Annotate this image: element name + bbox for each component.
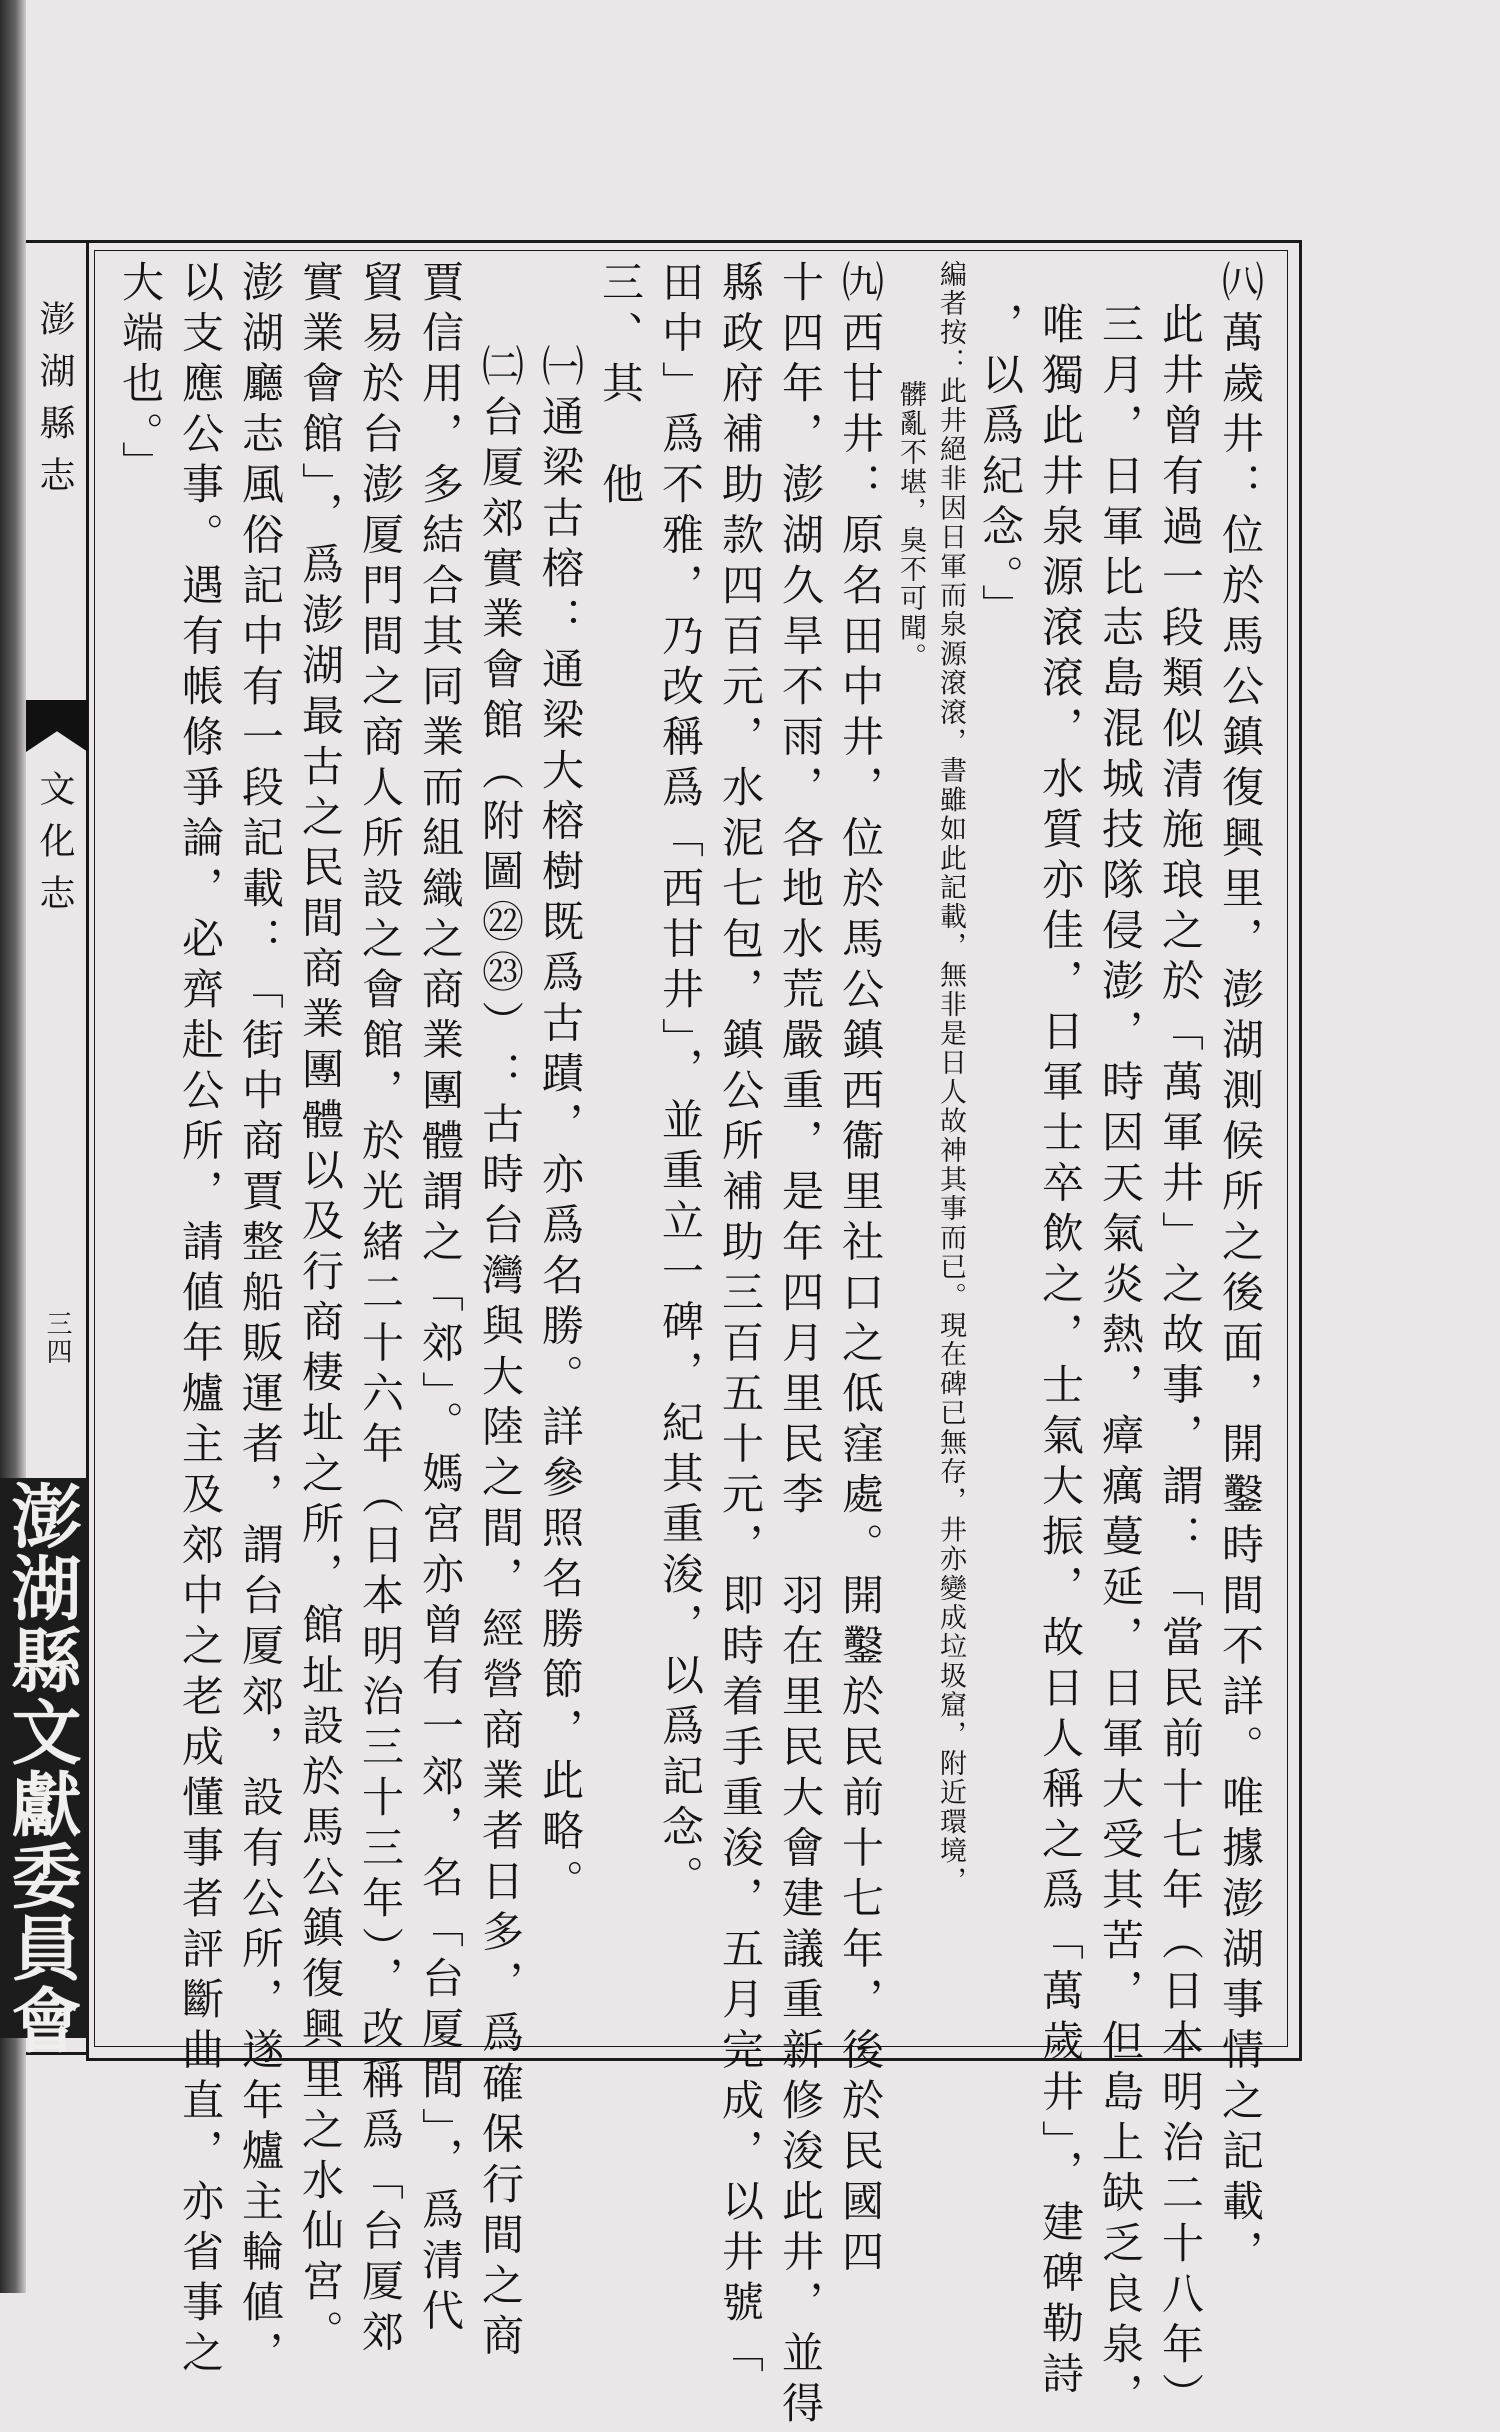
editor-note-line: 髒亂不堪，臭不可聞。: [895, 380, 926, 672]
text-line: 澎湖廳志風俗記中有一段記載：「街中商賈整船販運者，謂台厦郊，設有公所，遂年爐主輪値，: [236, 260, 285, 2381]
text-line: 此井曾有過一段類似清施琅之於「萬軍井」之故事，謂：「當民前十七年（日本明治二十八年）: [1156, 302, 1205, 2423]
text-line: 唯獨此井泉源滾滾，水質亦佳，日軍士卒飲之，士氣大振，故日人稱之爲「萬歲井」，建碑勒詩: [1036, 302, 1085, 2402]
text-line: ㈠通梁古榕：通梁大榕樹既爲古蹟，亦爲名勝。詳參照名勝節，此略。: [536, 344, 585, 1910]
page-number: 三四: [42, 1310, 72, 1366]
text-line: ㈧萬歲井：位於馬公鎮復興里，澎湖測候所之後面，開鑿時間不詳。唯據澎湖事情之記載，: [1216, 260, 1265, 2280]
text-line: 縣政府補助款四百元，水泥七包，鎮公所補助三百五十元，即時着手重浚，五月完成，以井號「: [716, 260, 765, 2381]
text-line: ㈨西甘井：原名田中井，位於馬公鎮西衞里社口之低窪處。開鑿於民前十七年，後於民國四: [836, 260, 885, 2280]
text-line: 以支應公事。遇有帳條爭論，必齊赴公所，請値年爐主及郊中之老成懂事者評斷曲直，亦省事之: [176, 260, 225, 2381]
publisher-name: 澎湖縣文獻委員會: [0, 1480, 83, 2056]
text-line: 十四年，澎湖久旱不雨，各地水荒嚴重，是年四月里民李 羽在里民大會建議重新修浚此井，並得: [776, 260, 825, 2432]
book-title: 澎湖縣志: [34, 300, 75, 508]
text-line: 實業會館」，爲澎湖最古之民間商業團體以及行商棲址之所，館址設於馬公鎮復興里之水仙宮。: [296, 260, 345, 2360]
section-title: 文化志: [34, 770, 75, 926]
text-line: 大端也。」: [116, 260, 165, 492]
body-text: [100, 260, 1270, 2432]
text-line: 田中」爲不雅，乃改稱爲「西甘井」，並重立一碑，紀其重浚，以爲記念。: [656, 260, 705, 1906]
text-line: 三月，日軍比志島混城技隊侵澎，時因天氣炎熱，瘴癘蔓延，日軍大受其苦，但島上缺乏良泉，: [1096, 302, 1145, 2423]
text-line: ㈡台厦郊實業會館（附圖㉒㉓）：古時台灣與大陸之間，經營商業者日多，爲確保行間之商: [476, 344, 525, 2364]
editor-note-line: 編者按：此井絕非因日軍而泉源滾滾，書雖如此記載，無非是日人故神其事而已。現在碑已無存，井亦變成垃圾窟，附近環境，: [935, 260, 966, 1896]
text-line: 賈信用，多結合其同業而組織之商業團體謂之「郊」。媽宮亦曾有一郊，名「台厦間」，爲清代: [416, 260, 465, 2339]
text-line: ，以爲紀念。」: [976, 302, 1025, 635]
section-heading: 三、其 他: [596, 260, 645, 513]
text-line: 貿易於台澎厦門間之商人所設之會館，於光緒二十六年（日本明治三十三年），改稱爲「台厦郊: [356, 260, 405, 2360]
